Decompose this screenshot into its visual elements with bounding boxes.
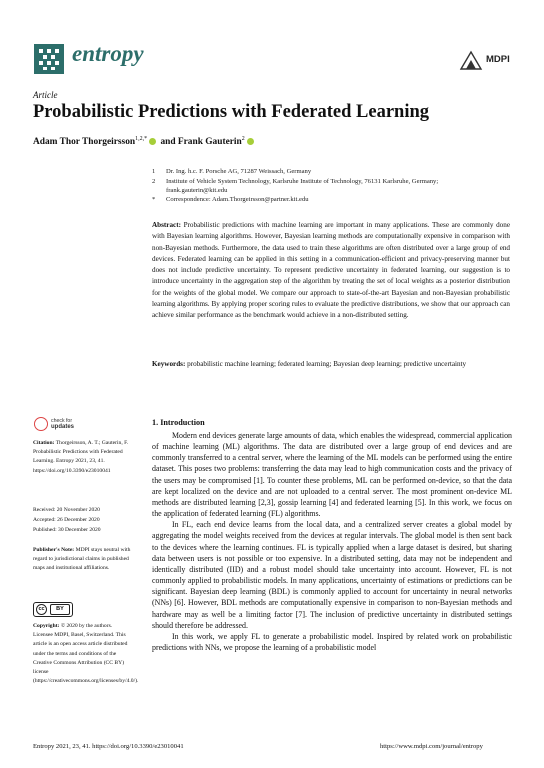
author-superscript: 1,2,* xyxy=(135,136,148,142)
publisher-note: Publisher's Note: MDPI stays neutral with regard to jurisdictional claims in published maps and institutional affiliations. xyxy=(33,547,131,572)
cc-by-logo[interactable] xyxy=(33,602,73,617)
body-text xyxy=(152,430,512,653)
received-date: Received: 20 November 2020 xyxy=(33,507,100,513)
accepted-date: Accepted: 26 December 2020 xyxy=(33,517,100,523)
by-icon: BY xyxy=(50,604,70,615)
footer-citation[interactable]: Entropy 2021, 23, 41. https://doi.org/10.3390/e23010041 xyxy=(33,743,184,750)
keywords xyxy=(152,359,510,370)
footer-journal-url[interactable]: https://www.mdpi.com/journal/entropy xyxy=(380,743,483,750)
citation: Citation: Thorgeirsson, A. T.; Gauterin, F. Probabilistic Predictions with Federated Learning. Entropy 2021, 23, 41. https://doi.org/10.3390/e23010041 xyxy=(33,440,129,474)
abstract-label: Abstract: xyxy=(152,221,181,229)
author-superscript: 2 xyxy=(241,136,245,142)
orcid-icon[interactable] xyxy=(247,138,254,145)
abstract-text: Probabilistic predictions with machine learning are important in many applications. These are commonly done with Bayesian learning algorithms. However, Bayesian learning methods are computationally expensive in comparison with non-Bayesian methods. Furthermore, the data used to train these algorithms are often distributed over a large group of end devices. Federated learning can be applied in this setting in a communication-efficient and privacy-preserving manner but does not include predictive uncertainty. To represent predictive uncertainty in federated learning, our suggestion is to introduce uncertainty in the aggregation step of the algorithm by treating the set of local weights as a posterior distribution for the weights of the global model. We compare our approach to state-of-the-art Bayesian and non-Bayesian probabilistic learning algorithms. By applying proper scoring rules to evaluate the predictive distributions, we show that our approach can achieve similar performance as the benchmark would achieve in a non-distributed setting. xyxy=(152,221,510,319)
published-date: Published: 30 December 2020 xyxy=(33,527,101,533)
check-updates-label[interactable]: check for updates xyxy=(51,418,75,430)
publisher-name: MDPI xyxy=(486,54,510,65)
abstract xyxy=(152,220,510,321)
journal-name: entropy xyxy=(72,41,144,66)
copyright: Copyright: © 2020 by the authors. Licensee MDPI, Basel, Switzerland. This article is an open access article distributed under the terms and conditions of the Creative Commons Attribution (CC BY) license (https://creativecommons.org/licenses/by/4.0/). xyxy=(33,623,139,685)
cc-icon: cc xyxy=(36,604,47,615)
author-name[interactable]: Adam Thor Thorgeirsson xyxy=(33,137,136,148)
journal-logo xyxy=(34,44,64,74)
paragraph: In FL, each end device learns from the local data, and a centralized server creates a global model by aggregating the model weights received from the devices at regular intervals. The global model is then sent back to the devices where the learning continues. FL is typically applied when a large dataset is desired, but sharing data between users is not possible or too expensive. In a distributed setting, data may not be independent and identically distributed (IID) and a robust model should take uncertainty into account. However, FL is not commonly applied to probabilistic models. In many applications, uncertainty of estimations or predictions can be significant. Bayesian deep learning (BDL) is commonly applied to account for uncertainty in neural networks (NNs) [6]. However, BDL methods are computationally expensive in comparison to non-Bayesian methods and hardware may as well be a limiting factor [7]. The inclusion of predictive uncertainty in distributed settings should therefore be addressed. xyxy=(152,520,512,630)
check-updates-icon[interactable] xyxy=(34,417,48,431)
paragraph: In this work, we apply FL to generate a probabilistic model. Inspired by related work on probabilistic predictions with NNs, we propose the learning of a probabilistic model xyxy=(152,631,512,652)
section-heading: 1. Introduction xyxy=(152,418,205,427)
author-list xyxy=(33,136,256,147)
author-join[interactable]: and Frank Gauterin xyxy=(160,137,242,148)
article-type: Article xyxy=(33,90,58,100)
article-title: Probabilistic Predictions with Federated Learning xyxy=(33,102,430,122)
paragraph: Modern end devices generate large amounts of data, which enables the widespread, commercial application of machine learning (ML) algorithms. The data are distributed over a large group of end devices and are commonly transferred to a central server, where the learning of the ML models can be performed using the entire dataset. This poses two problems: transferring the data may lead to high communication costs and the privacy of the users may be compromised [1]. To counter these problems, ML can be performed on-device, so that the data are kept localized on the device and are not uploaded to a central server. The most prominent on-device ML methods are distributed learning [2,3], gossip learning [4] and federated learning [5]. In this work, we focus on the application of federated learning (FL) algorithms. xyxy=(152,431,512,519)
keywords-label: Keywords: xyxy=(152,360,186,368)
keywords-text: probabilistic machine learning; federated learning; Bayesian deep learning; predictive uncertainty xyxy=(187,360,467,368)
orcid-icon[interactable] xyxy=(149,138,156,145)
